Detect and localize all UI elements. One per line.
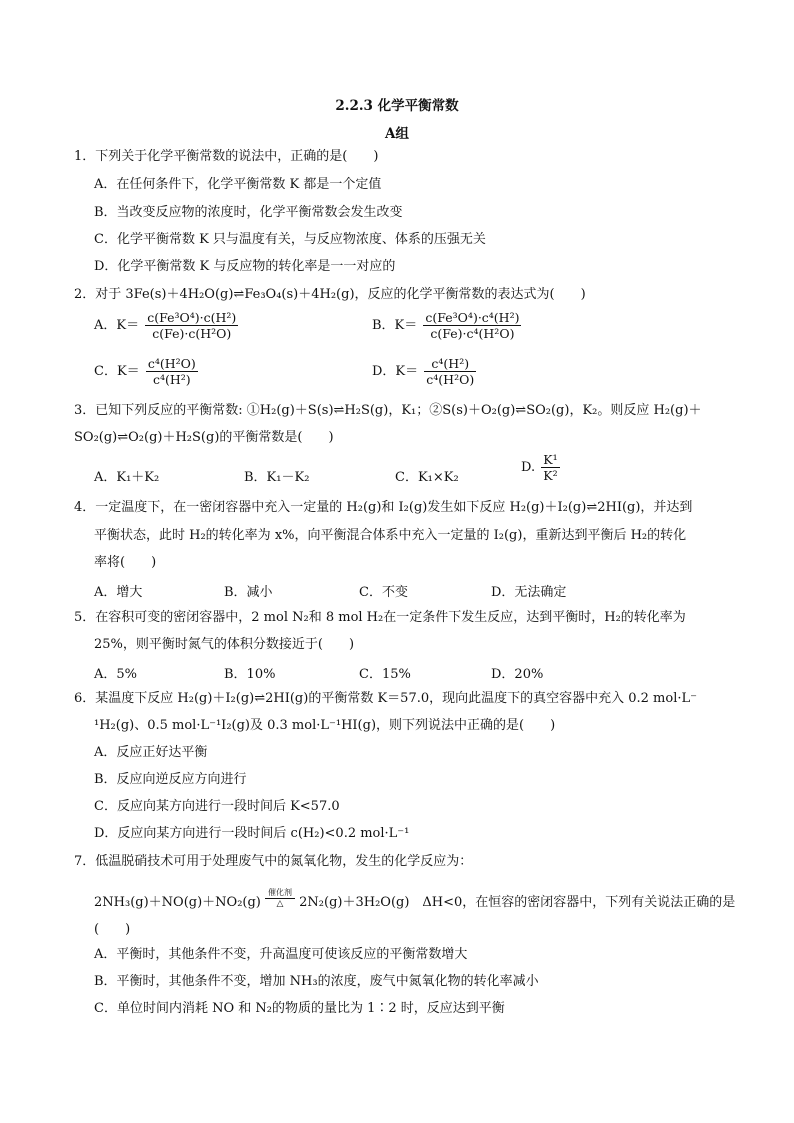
q7-option-a: A．平衡时，其他条件不变，升高温度可使该反应的平衡常数增大 bbox=[94, 947, 468, 962]
q1-option-c: C．化学平衡常数 K 只与温度有关，与反应物浓度、体系的压强无关 bbox=[94, 232, 486, 247]
q3-option-d-numerator: K¹ bbox=[543, 452, 558, 467]
q2-option-b-label: B．K＝ bbox=[372, 318, 418, 333]
q2-option-c-label: C．K＝ bbox=[94, 364, 140, 379]
q7-line1: 7．低温脱硝技术可用于处理废气中的氮氧化物，发生的化学反应为： bbox=[74, 854, 473, 869]
q2-option-d-denominator: c⁴(H²O) bbox=[426, 372, 475, 387]
q3-option-c: C．K₁×K₂ bbox=[395, 470, 459, 485]
q7-equation bbox=[94, 888, 736, 912]
q6-option-b: B．反应向逆反应方向进行 bbox=[94, 772, 247, 787]
page-title: 2.2.3 化学平衡常数 bbox=[335, 98, 459, 114]
q7-equation-left: 2NH₃(g)＋NO(g)＋NO₂(g) bbox=[94, 895, 261, 910]
q2-option-c-denominator: c⁴(H²) bbox=[152, 372, 191, 387]
q6-line2: ¹H₂(g)、0.5 mol·L⁻¹I₂(g)及 0.3 mol·L⁻¹HI(g)，则下列说法中正确的是( ) bbox=[94, 718, 556, 733]
q1-option-b: B．当改变反应物的浓度时，化学平衡常数会发生改变 bbox=[94, 205, 403, 220]
q6-option-d: D．反应向某方向进行一段时间后 c(H₂)<0.2 mol·L⁻¹ bbox=[94, 826, 410, 841]
q2-option-d-label: D．K＝ bbox=[372, 364, 419, 379]
q5-line1: 5．在容积可变的密闭容器中，2 mol N₂和 8 mol H₂在一定条件下发生反应，达到平衡时，H₂的转化率为 bbox=[74, 610, 686, 625]
q2-option-a-denominator: c(Fe)·c(H²O) bbox=[152, 326, 232, 341]
q4-option-a: A．增大 bbox=[94, 585, 143, 600]
q3-option-d-label: D. bbox=[521, 460, 536, 475]
q3-stem-line2: SO₂(g)⇌O₂(g)＋H₂S(g)的平衡常数是( ) bbox=[74, 430, 334, 445]
q3-option-d-denominator: K² bbox=[543, 468, 558, 483]
q6-line1: 6．某温度下反应 H₂(g)＋I₂(g)⇌2HI(g)的平衡常数 K＝57.0，现向此温度下的真空容器中充入 0.2 mol·L⁻ bbox=[74, 691, 697, 706]
q2-option-d bbox=[372, 356, 478, 387]
q4-line2: 平衡状态，此时 H₂的转化率为 x%，向平衡混合体系中充入一定量的 I₂(g)，重新达到平衡后 H₂的转化 bbox=[94, 528, 687, 543]
q2-option-a-numerator: c(Fe³O⁴)·c(H²) bbox=[147, 310, 237, 325]
q2-option-b-numerator: c(Fe³O⁴)·c⁴(H²) bbox=[425, 310, 520, 325]
q7-equation-right: 2N₂(g)＋3H₂O(g) ΔH<0，在恒容的密闭容器中，下列有关说法正确的是 bbox=[299, 895, 736, 910]
q2-option-c-fraction bbox=[146, 356, 198, 387]
q3-option-d-fraction bbox=[541, 452, 559, 483]
q7-catalyst-label: 催化剂 bbox=[268, 888, 293, 897]
q2-stem: 2．对于 3Fe(s)＋4H₂O(g)⇌Fe₃O₄(s)＋4H₂(g)，反应的化学平衡常数的表达式为( ) bbox=[74, 287, 586, 302]
q1-stem: 1．下列关于化学平衡常数的说法中，正确的是( ) bbox=[74, 149, 379, 164]
q7-reaction-arrow bbox=[265, 888, 295, 909]
q7-heat-symbol: △ bbox=[276, 899, 284, 909]
q4-option-b: B．减小 bbox=[224, 585, 273, 600]
q7-option-c: C．单位时间内消耗 NO 和 N₂的物质的量比为 1∶2 时，反应达到平衡 bbox=[94, 1001, 505, 1016]
q6-option-a: A．反应正好达平衡 bbox=[94, 745, 208, 760]
q5-line2: 25%，则平衡时氮气的体积分数接近于( ) bbox=[94, 637, 355, 652]
q3-option-b: B．K₁－K₂ bbox=[244, 470, 310, 485]
q7-answer-blank: ( ) bbox=[94, 922, 131, 937]
q2-option-c-numerator: c⁴(H²O) bbox=[147, 356, 196, 371]
q4-option-c: C．不变 bbox=[359, 585, 408, 600]
q2-option-c bbox=[94, 356, 200, 387]
q2-option-a-fraction bbox=[145, 310, 238, 341]
q5-option-c: C．15% bbox=[359, 667, 411, 682]
q5-option-a: A．5% bbox=[94, 667, 138, 682]
q2-option-b bbox=[372, 310, 523, 341]
q4-line3: 率将( ) bbox=[94, 555, 157, 570]
q2-option-b-fraction bbox=[423, 310, 521, 341]
group-heading: A组 bbox=[385, 126, 409, 142]
q2-option-a-label: A．K＝ bbox=[94, 318, 140, 333]
q3-option-d bbox=[521, 452, 562, 483]
q4-option-d: D．无法确定 bbox=[491, 585, 567, 600]
q6-option-c: C．反应向某方向进行一段时间后 K<57.0 bbox=[94, 799, 340, 814]
q3-option-a: A．K₁＋K₂ bbox=[94, 470, 160, 485]
q5-option-b: B．10% bbox=[224, 667, 276, 682]
q7-option-b: B．平衡时，其他条件不变，增加 NH₃的浓度，废气中氮氧化物的转化率减小 bbox=[94, 974, 539, 989]
q1-option-a: A．在任何条件下，化学平衡常数 K 都是一个定值 bbox=[94, 177, 382, 192]
q2-option-d-fraction bbox=[424, 356, 476, 387]
q1-option-d: D．化学平衡常数 K 与反应物的转化率是一一对应的 bbox=[94, 259, 396, 274]
q2-option-a bbox=[94, 310, 240, 341]
q2-option-d-numerator: c⁴(H²) bbox=[424, 356, 476, 372]
q2-option-b-denominator: c(Fe)·c⁴(H²O) bbox=[430, 326, 515, 341]
q3-stem-line1: 3．已知下列反应的平衡常数: ①H₂(g)＋S(s)⇌H₂S(g)，K₁；②S(s)＋O₂(g)⇌SO₂(g)，K₂。则反应 H₂(g)＋ bbox=[74, 403, 702, 418]
q4-line1: 4．一定温度下，在一密闭容器中充入一定量的 H₂(g)和 I₂(g)发生如下反应 H₂(g)＋I₂(g)⇌2HI(g)，并达到 bbox=[74, 500, 693, 515]
q5-option-d: D．20% bbox=[491, 667, 544, 682]
